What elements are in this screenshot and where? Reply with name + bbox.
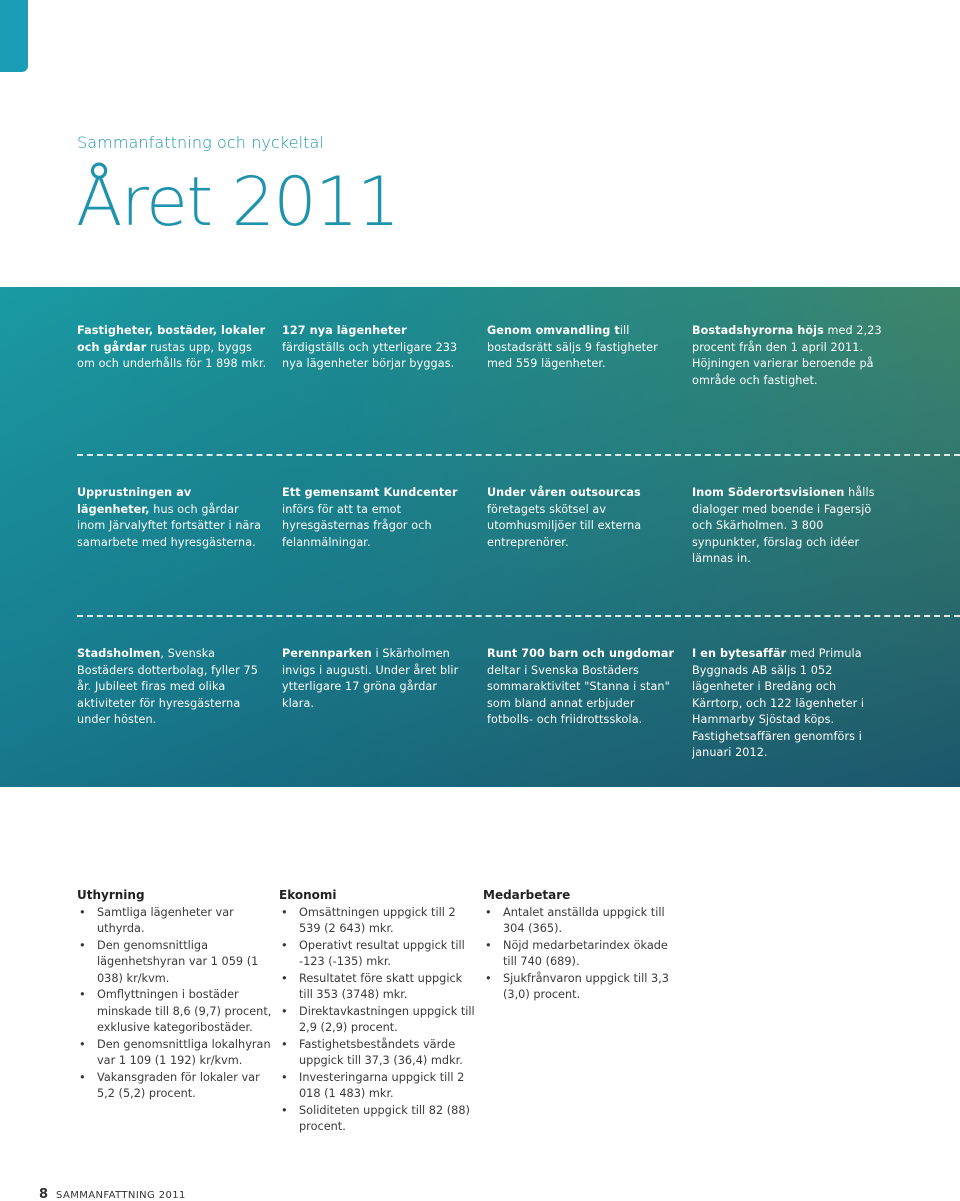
section-subtitle: Sammanfattning och nyckeltal [77,133,325,152]
highlight-item [487,323,677,373]
page-number: 8 [39,1187,49,1201]
highlight-item [77,323,267,373]
highlight-item [692,323,882,389]
list-item: • Antalet anställda uppgick till 304 (365). [483,905,683,938]
list-item: • Resultatet före skatt uppgick till 353 (3748) mkr. [279,971,479,1004]
highlight-lead: Stadsholmen [77,647,161,660]
highlight-text: hålls dialoger med boende i Fagersjö och Skärholmen. 3 800 synpunkter, förslag och idéer lämnas in. [692,486,875,565]
highlight-lead: Inom Söderortsvisionen [692,486,845,499]
list-item: • Omflyttningen i bostäder minskade till 8,6 (9,7) procent, exklusive kategoribostäder. [77,987,277,1037]
highlight-item [77,646,267,729]
highlight-item [282,646,472,712]
stats-heading: Medarbetare [483,888,571,902]
highlight-lead: I en bytesaffär [692,647,787,660]
list-item: • Soliditeten uppgick till 82 (88) procent. [279,1103,479,1136]
highlight-text: införs för att ta emot hyresgästernas frågor och felanmälningar. [282,502,432,549]
list-item: • Nöjd medarbetarindex ökade till 740 (689). [483,938,683,971]
highlight-lead: 127 nya lägenheter [282,324,407,337]
highlight-text: med Primula Byggnads AB säljs 1 052 lägenheter i Bredäng och Kärrtorp, och 122 lägenheter i Hammarby Sjöstad köps. Fastighetsaffären genomförs i januari 2012. [692,647,865,759]
stats-list [279,905,479,1136]
list-item: • Vakansgraden för lokaler var 5,2 (5,2) procent. [77,1070,277,1103]
highlight-item [77,485,267,551]
highlight-lead: Fastigheter, bostäder, lokaler och gårdar [77,324,266,354]
highlight-text: deltar i Svenska Bostäders sommaraktivitet "Stanna i stan" som bland annat erbjuder fotbolls- och friidrottsskola. [487,663,670,726]
list-item: • Omsättningen uppgick till 2 539 (2 643) mkr. [279,905,479,938]
list-item: • Investeringarna uppgick till 2 018 (1 483) mkr. [279,1070,479,1103]
highlight-lead: Upprustningen av lägenheter, [77,486,192,516]
highlight-text: hus och gårdar inom Järvalyftet fortsätter i nära samarbete med hyresgästerna. [77,502,262,549]
highlight-item [692,485,882,568]
highlight-item [487,646,677,729]
highlight-lead: Ett gemensamt Kundcenter [282,486,458,499]
list-item: • Fastighetsbeståndets värde uppgick till 37,3 (36,4) mdkr. [279,1037,479,1070]
highlight-lead: Under våren outsourcas [487,486,641,499]
stats-uthyrning [77,887,277,1103]
highlight-lead: Runt 700 barn och ungdomar [487,647,675,660]
highlight-item [692,646,882,762]
stats-heading: Uthyrning [77,888,145,902]
highlight-text: ill bostadsrätt säljs 9 fastigheter med 559 lägenheter. [487,324,658,370]
list-item: • Direktavkastningen uppgick till 2,9 (2,9) procent. [279,1004,479,1037]
highlight-text: företagets skötsel av utomhusmiljöer till externa entreprenörer. [487,502,642,549]
stats-ekonomi [279,887,479,1136]
list-item: • Den genomsnittliga lägenhetshyran var 1 059 (1 038) kr/kvm. [77,938,277,988]
footer-section: SAMMANFATTNING 2011 [56,1190,186,1201]
dashed-divider [77,454,960,456]
page-tab-marker [0,0,28,72]
page-title: Året 2011 [76,163,399,242]
list-item: • Den genomsnittliga lokalhyran var 1 109 (1 192) kr/kvm. [77,1037,277,1070]
highlight-lead: Genom omvandling t [487,324,620,337]
highlight-item [282,323,472,373]
stats-list [483,905,683,1004]
highlight-text: färdigställs och ytterligare 233 nya lägenheter börjar byggas. [282,340,458,370]
list-item: • Sjukfrånvaron uppgick till 3,3 (3,0) procent. [483,971,683,1004]
stats-heading: Ekonomi [279,888,337,902]
highlight-item [487,485,677,551]
list-item: • Operativt resultat uppgick till -123 (-135) mkr. [279,938,479,971]
highlight-item [282,485,472,551]
highlight-lead: Bostadshyrorna höjs [692,324,824,337]
highlight-lead: Perennparken [282,647,372,660]
highlight-text: rustas upp, byggs om och underhålls för 1 898 mkr. [77,340,267,370]
dashed-divider [77,615,960,617]
highlight-text: med 2,23 procent från den 1 april 2011. Höjningen varierar beroende på område och fastighet. [692,324,882,387]
stats-medarbetare [483,887,683,1004]
page-footer [39,1187,186,1201]
highlight-text: i Skärholmen invigs i augusti. Under året blir ytterligare 17 gröna gårdar klara. [282,647,459,710]
highlight-text: , Svenska Bostäders dotterbolag, fyller 75 år. Jubileet firas med olika aktiviteter för hyresgästerna under hösten. [77,647,258,726]
stats-list [77,905,277,1103]
highlights-band [0,287,960,787]
list-item: • Samtliga lägenheter var uthyrda. [77,905,277,938]
